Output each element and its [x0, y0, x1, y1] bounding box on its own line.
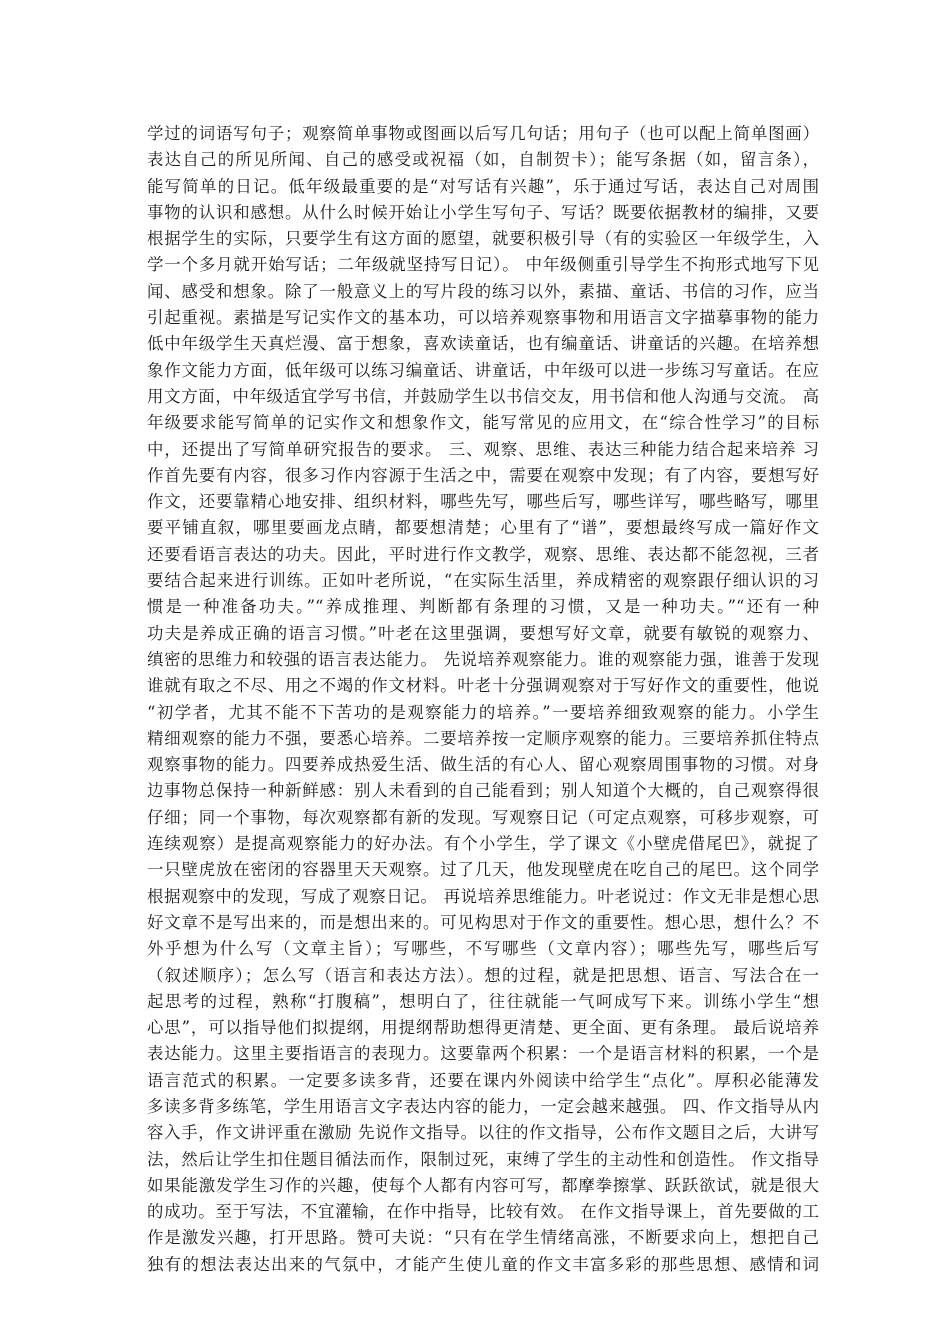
text-line: 外乎想为什么写（文章主旨）；写哪些，不写哪些（文章内容）；哪些先写，哪些后写 [147, 939, 819, 959]
text-line: 作是激发兴趣，打开思路。赞可夫说：“只有在学生情绪高涨，不断要求向上，想把自己 [147, 1228, 819, 1248]
text-line: 如果能激发学生习作的兴趣，使每个人都有内容可写，都摩拳擦掌、跃跃欲试，就是很大 [147, 1175, 819, 1195]
text-line: 根据观察中的发现，写成了观察日记。 再说培养思维能力。叶老说过：作文无非是想心思 [147, 886, 819, 906]
text-line: 能写简单的日记。低年级最重要的是“对写话有兴趣”，乐于通过写话，表达自己对周围 [147, 176, 819, 196]
text-line: 连续观察）是提高观察能力的好办法。有个小学生，学了课文《小壁虎借尾巴》，就捉了 [147, 834, 819, 854]
text-line: 根据学生的实际，只要学生有这方面的愿望，就要积极引导（有的实验区一年级学生，入 [147, 229, 819, 249]
text-line: 要平铺直叙，哪里要画龙点睛，都要想清楚；心里有了“谱”，要想最终写成一篇好作文 [147, 518, 819, 538]
text-line: 表达能力。这里主要指语言的表现力。这要靠两个积累：一个是语言材料的积累，一个是 [147, 1044, 819, 1064]
text-line: 的成功。至于写法，不宜灌输，在作中指导，比较有效。 在作文指导课上，首先要做的工 [147, 1202, 819, 1222]
text-line: 精细观察的能力不强，要悉心培养。二要培养按一定顺序观察的能力。三要培养抓住特点 [147, 728, 819, 748]
text-line: 心思”，可以指导他们拟提纲，用提纲帮助想得更清楚、更全面、更有条理。 最后说培养 [147, 1018, 819, 1038]
text-line: 年级要求能写简单的记实作文和想象作文，能写常见的应用文，在“综合性学习”的目标 [147, 413, 819, 433]
text-line: 要结合起来进行训练。正如叶老所说，“在实际生活里，养成精密的观察跟仔细认识的习 [147, 571, 819, 591]
text-line: 闻、感受和想象。除了一般意义上的写片段的练习以外，素描、童话、书信的习作，应当 [147, 281, 819, 301]
text-line: 法，然后让学生扣住题目循法而作，限制过死，束缚了学生的主动性和创造性。 作文指导 [147, 1149, 819, 1169]
text-line: 用文方面，中年级适宜学写书信，并鼓励学生以书信交友，用书信和他人沟通与交流。 高 [147, 386, 819, 406]
text-line: 多读多背多练笔，学生用语言文字表达内容的能力，一定会越来越强。 四、作文指导从内 [147, 1096, 819, 1116]
text-line: “初学者，尤其不能不下苦功的是观察能力的培养。”一要培养细致观察的能力。小学生 [147, 702, 819, 722]
body-text [147, 121, 819, 1278]
text-line: 中，还提出了写简单研究报告的要求。 三、观察、思维、表达三种能力结合起来培养 习 [147, 439, 819, 459]
text-line: 引起重视。素描是写记实作文的基本功，可以培养观察事物和用语言文字描摹事物的能力 [147, 308, 819, 328]
text-line: 观察事物的能力。四要养成热爱生活、做生活的有心人、留心观察周围事物的习惯。对身 [147, 755, 819, 775]
text-line: 作文，还要靠精心地安排、组织材料，哪些先写，哪些后写，哪些详写，哪些略写，哪里 [147, 492, 819, 512]
text-line: 边事物总保持一种新鲜感：别人未看到的自己能看到；别人知道个大概的，自己观察得很 [147, 781, 819, 801]
text-line: 仔细；同一个事物，每次观察都有新的发现。写观察日记（可定点观察，可移步观察，可 [147, 807, 819, 827]
text-line: 起思考的过程，熟称“打腹稿”，想明白了，往往就能一气呵成写下来。训练小学生“想 [147, 991, 819, 1011]
text-line: 学过的词语写句子；观察简单事物或图画以后写几句话；用句子（也可以配上简单图画） [147, 124, 819, 143]
text-line: 一只壁虎放在密闭的容器里天天观察。过了几天，他发现壁虎在吃自己的尾巴。这个同学 [147, 860, 819, 880]
text-line: 低中年级学生天真烂漫、富于想象，喜欢读童话，也有编童话、讲童话的兴趣。在培养想 [147, 334, 819, 354]
text-line: 事物的认识和感想。从什么时候开始让小学生写句子、写话？既要依据教材的编排，又要 [147, 202, 819, 222]
text-line: 象作文能力方面，低年级可以练习编童话、讲童话，中年级可以进一步练习写童话。在应 [147, 360, 819, 380]
text-line: 功夫是养成正确的语言习惯。”叶老在这里强调，要想写好文章，就要有敏锐的观察力、 [147, 623, 819, 643]
text-line: 语言范式的积累。一定要多读多背，还要在课内外阅读中给学生“点化”。厚积必能薄发 [147, 1070, 819, 1090]
text-line: 独有的想法表达出来的气氛中，才能产生使儿童的作文丰富多彩的那些思想、感情和词 [147, 1254, 819, 1274]
text-line: 表达自己的所见所闻、自己的感受或祝福（如，自制贺卡）；能写条据（如，留言条）， [147, 150, 819, 170]
text-line: 作首先要有内容，很多习作内容源于生活之中，需要在观察中发现；有了内容，要想写好 [147, 465, 819, 485]
text-line: 学一个多月就开始写话；二年级就坚持写日记）。 中年级侧重引导学生不拘形式地写下见 [147, 255, 819, 275]
text-line: 容入手，作文讲评重在激励 先说作文指导。以往的作文指导，公布作文题目之后，大讲写 [147, 1123, 819, 1143]
text-line: 惯是一种准备功夫。”“养成推理、判断都有条理的习惯，又是一种功夫。”“还有一种 [147, 597, 819, 617]
text-line: 谁就有取之不尽、用之不竭的作文材料。叶老十分强调观察对于写好作文的重要性，他说 [147, 676, 819, 696]
text-line: （叙述顺序）；怎么写（语言和表达方法）。想的过程，就是把思想、语言、写法合在一 [147, 965, 819, 985]
text-line: 还要看语言表达的功夫。因此，平时进行作文教学，观察、思维、表达都不能忽视，三者 [147, 544, 819, 564]
text-line: 缜密的思维力和较强的语言表达能力。 先说培养观察能力。谁的观察能力强，谁善于发现 [147, 649, 819, 669]
text-line: 好文章不是写出来的，而是想出来的。可见构思对于作文的重要性。想心思，想什么？不 [147, 912, 819, 932]
